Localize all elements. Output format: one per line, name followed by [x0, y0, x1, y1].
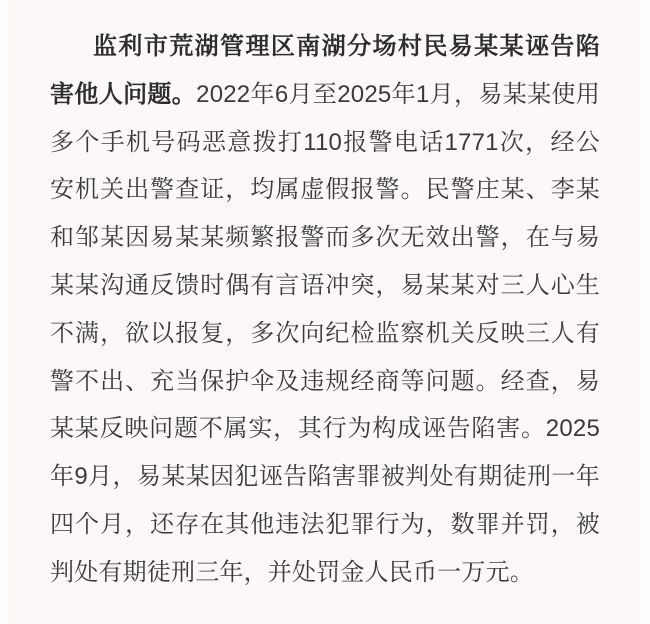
body-text: 2022年6月至2025年1月，易某某使用多个手机号码恶意拨打110报警电话1771次，经公安机关出警查证，均属虚假报警。民警庄某、李某和邹某因易某某频繁报警而多次无效出警，在与易某某沟通反馈时偶有言语冲突，易某某对三人心生不满，欲以报复，多次向纪检监察机关反映三人有警不出、充当保护伞及违规经商等问题。经查，易某某反映问题不属实，其行为构成诬告陷害。2025年9月，易某某因犯诬告陷害罪被判处有期徒刑一年四个月，还存在其他违法犯罪行为，数罪并罚，被判处有期徒刑三年，并处罚金人民币一万元。	[50, 80, 600, 586]
lead-sentence: 监利市荒湖管理区南湖分场村民易某某诬告陷害他人问题。	[50, 33, 600, 108]
right-edge-strip	[641, 0, 650, 624]
notice-paragraph	[50, 23, 600, 597]
left-edge-strip	[0, 0, 9, 624]
